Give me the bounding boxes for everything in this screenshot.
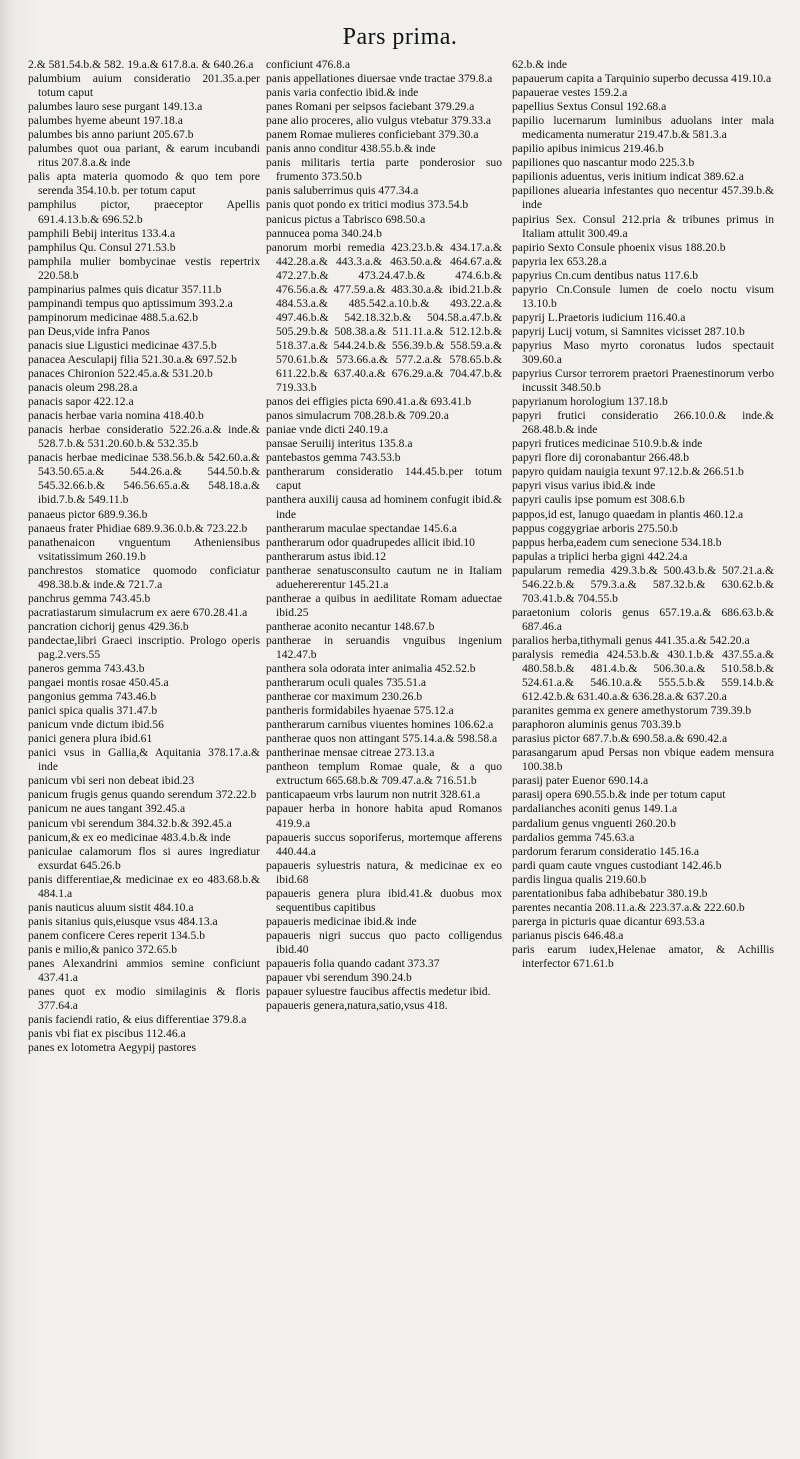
index-entry: papauerae vestes 159.2.a — [512, 86, 628, 100]
index-entry: parentationibus faba adhibebatur 380.19.b — [512, 886, 708, 900]
index-entry: panici genera plura ibid.61 — [28, 732, 153, 746]
index-entry: papularum remedia 429.3.b.& 500.43.b.& 507.21.a.& 546.22.b.& 579.3.a.& 587.32.b.& 630.62.b.& 703.41.b.& 704.55.b — [512, 563, 774, 605]
index-entry: pacratiastarum simulacrum ex aere 670.28.41.a — [28, 605, 248, 619]
index-entry: papaueris folia quando cadant 373.37 — [266, 957, 440, 970]
index-entry: panthera auxilij causa ad hominem confugit ibid.& inde — [266, 493, 502, 521]
index-entry: papilionis aduentus, veris initium indicat 389.62.a — [512, 170, 744, 184]
index-entry: papiliones quo nascantur modo 225.3.b — [512, 156, 695, 170]
index-entry: parasij opera 690.55.b.& inde per totum caput — [512, 788, 726, 802]
index-entry: panis faciendi ratio, & eius differentiae 379.8.a — [28, 1013, 247, 1027]
index-entry: pantheon templum Romae quale, & a quo extructum 665.68.b.& 709.47.a.& 716.51.b — [266, 760, 502, 788]
index-entry: pappos,id est, lanugo quaedam in plantis 460.12.a — [512, 507, 744, 521]
index-entry: papyrius Cursor terrorem praetori Praenestinorum verbo incussit 348.50.b — [512, 367, 774, 395]
index-entry: pangonius gemma 743.46.b — [28, 690, 157, 704]
index-entry: panis anno conditur 438.55.b.& inde — [266, 142, 436, 156]
index-entry: pancration cichorij genus 429.36.b — [28, 619, 189, 633]
index-entry: panis varia confectio ibid.& inde — [266, 86, 419, 100]
index-entry: panos dei effigies picta 690.41.a.& 693.41.b — [266, 395, 472, 409]
index-entry: papirio Sexto Consule phoenix visus 188.20.b — [512, 240, 726, 254]
index-entry: panicum frugis genus quando serendum 372.22.b — [28, 788, 257, 802]
index-entry: pantherae aconito necantur 148.67.b — [266, 619, 435, 633]
index-entry: papilio apibus inimicus 219.46.b — [512, 142, 664, 156]
index-entry: paralios herba,tithymali genus 441.35.a.& 542.20.a — [512, 633, 750, 647]
index-entry: 62.b.& inde — [512, 58, 568, 71]
index-entry: panticapaeum vrbs laurum non nutrit 328.61.a — [266, 788, 481, 802]
index-entry: paneros gemma 743.43.b — [28, 662, 145, 676]
index-entry: papyri visus varius ibid.& inde — [512, 479, 656, 493]
index-entry: panicum vnde dictum ibid.56 — [28, 718, 164, 732]
index-entry: papyri frutices medicinae 510.9.b.& inde — [512, 437, 703, 451]
index-entry: panicum ne aues tangant 392.45.a — [28, 802, 186, 816]
index-entry: pamphilus Qu. Consul 271.53.b — [28, 240, 176, 254]
index-entry: paniae vnde dicti 240.19.a — [266, 423, 389, 437]
index-entry: pantherae a quibus in aedilitate Romam aduectae ibid.25 — [266, 591, 502, 619]
index-entry: pantebastos gemma 743.53.b — [266, 451, 401, 465]
index-entry: panchrus gemma 743.45.b — [28, 591, 151, 605]
index-entry: papauerum capita a Tarquinio superbo decussa 419.10.a — [512, 72, 772, 86]
index-entry: panici vsus in Gallia,& Aquitania 378.17.a.& inde — [28, 746, 260, 774]
index-entry: pane alio proceres, alio vulgus vtebatur 379.33.a — [266, 114, 492, 128]
index-entry: paralysis remedia 424.53.b.& 430.1.b.& 437.55.a.& 480.58.b.& 481.4.b.& 506.30.a.& 510.58.b.& 524.61.a.& 546.10.a.& 555.5.b.& 559.14.b.& 612.42.b.& 631.40.a.& 636.28.a.& 637.20.a — [512, 647, 774, 704]
index-entry: panis e milio,& panico 372.65.b — [28, 942, 178, 956]
index-entry: pantherarum odor quadrupedes allicit ibid.10 — [266, 535, 475, 549]
index-entry: panaces Chironion 522.45.a.& 531.20.b — [28, 367, 213, 381]
index-entry: pardalium genus vnguenti 260.20.b — [512, 816, 676, 830]
index-entry: panos simulacrum 708.28.b.& 709.20.a — [266, 409, 449, 423]
index-entry: panacis oleum 298.28.a — [28, 381, 138, 395]
index-entry: papyri flore dij coronabantur 266.48.b — [512, 451, 690, 465]
index-entry: papyrius Maso myrto coronatus ludos spectauit 309.60.a — [512, 338, 774, 366]
index-entry: panes ex lotometra Aegypij pastores — [28, 1041, 197, 1055]
index-entry: pangaei montis rosae 450.45.a — [28, 676, 169, 690]
index-entry: pantherae quos non attingant 575.14.a.& 598.58.a — [266, 732, 498, 746]
index-entry: pappus coggygriae arboris 275.50.b — [512, 521, 678, 535]
index-entry: panchrestos stomatice quomodo conficiatur 498.38.b.& inde.& 721.7.a — [28, 563, 260, 591]
index-entry: panicum vbi serendum 384.32.b.& 392.45.a — [28, 816, 232, 830]
index-entry: palumbes bis anno pariunt 205.67.b — [28, 128, 194, 142]
index-entry: papaueris genera plura ibid.41.& duobus mox sequentibus capitibus — [266, 886, 502, 914]
index-entry: panicum vbi seri non debeat ibid.23 — [28, 774, 195, 788]
index-entry: panici spica qualis 371.47.b — [28, 704, 158, 718]
index-entry: pannucea poma 340.24.b — [266, 226, 382, 240]
index-entry: papyri caulis ipse pomum est 308.6.b — [512, 493, 685, 507]
index-entry: panis differentiae,& medicinae ex eo 483.68.b.& 484.1.a — [28, 872, 260, 900]
index-entry: papyrius Cn.cum dentibus natus 117.6.b — [512, 268, 699, 282]
index-entry: panthera sola odorata inter animalia 452.52.b — [266, 662, 476, 676]
index-entry: papyrij L.Praetoris iudicium 116.40.a — [512, 310, 686, 324]
index-entry: palis apta materia quomodo & quo tem pore serenda 354.10.b. per totum caput — [28, 170, 260, 198]
index-entry: pamphilus pictor, praeceptor Apellis 691.4.13.b.& 696.52.b — [28, 198, 260, 226]
index-entry: papaueris medicinae ibid.& inde — [266, 914, 417, 928]
index-entry: panicus pictus a Tabrisco 698.50.a — [266, 212, 426, 226]
index-entry: pardis lingua qualis 219.60.b — [512, 872, 647, 886]
index-entry: palumbes quot oua pariant, & earum incubandi ritus 207.8.a.& inde — [28, 142, 260, 170]
index-entry: parianus piscis 646.48.a — [512, 928, 624, 942]
index-entry: paranites gemma ex genere amethystorum 739.39.b — [512, 704, 752, 718]
index-entry: papyro quidam nauigia texunt 97.12.b.& 266.51.b — [512, 465, 744, 479]
index-entry: panacea Aesculapij filia 521.30.a.& 697.52.b — [28, 352, 237, 366]
index-entry: pardalios gemma 745.63.a — [512, 830, 635, 844]
index-entry: panis nauticus aluum sistit 484.10.a — [28, 900, 194, 914]
index-entry: pantherae cor maximum 230.26.b — [266, 690, 423, 704]
index-entry: parasij pater Euenor 690.14.a — [512, 774, 649, 788]
index-entry: 2.& 581.54.b.& 582. 19.a.& 617.8.a. & 640.26.a — [28, 58, 254, 71]
index-entry: panacis herbae varia nomina 418.40.b — [28, 409, 204, 423]
index-entry: panes Romani per seipsos faciebant 379.29.a — [266, 100, 475, 114]
index-entry: conficiunt 476.8.a — [266, 58, 351, 71]
index-entry: papaueris nigri succus quo pacto colligendus ibid.40 — [266, 928, 502, 956]
index-entry: panacis siue Ligustici medicinae 437.5.b — [28, 338, 217, 352]
index-column-1 — [28, 58, 260, 1055]
index-entry: pantherarum astus ibid.12 — [266, 549, 387, 563]
index-column-3 — [512, 58, 774, 971]
index-entry: panis militaris tertia parte ponderosior suo frumento 373.50.b — [266, 156, 502, 184]
index-entry: panathenaicon vnguentum Atheniensibus vsitatissimum 260.19.b — [28, 535, 260, 563]
index-entry: palumbium auium consideratio 201.35.a.per totum caput — [28, 72, 260, 100]
index-entry: pamphili Bebij interitus 133.4.a — [28, 226, 176, 240]
index-entry: pansae Seruilij interitus 135.8.a — [266, 437, 413, 451]
index-entry: pampinandi tempus quo aptissimum 393.2.a — [28, 296, 233, 310]
index-entry: paraphoron aluminis genus 703.39.b — [512, 718, 682, 732]
index-entry: parerga in picturis quae dicantur 693.53.a — [512, 914, 705, 928]
index-entry: papaueris succus soporiferus, mortemque afferens 440.44.a — [266, 830, 502, 858]
index-entry: panaeus pictor 689.9.36.b — [28, 507, 148, 521]
index-entry: pappus herba,eadem cum senecione 534.18.b — [512, 535, 722, 549]
index-entry: pan Deus,vide infra Panos — [28, 324, 150, 338]
running-header: Pars prima. — [342, 24, 458, 50]
index-entry: panis appellationes diuersae vnde tractae 379.8.a — [266, 72, 493, 86]
index-entry: pantheris formidabiles hyaenae 575.12.a — [266, 704, 454, 718]
index-entry: panis quot pondo ex tritici modius 373.54.b — [266, 198, 469, 212]
index-entry: papellius Sextus Consul 192.68.a — [512, 100, 667, 114]
index-entry: papyrio Cn.Consule lumen de coelo noctu visum 13.10.b — [512, 282, 774, 310]
index-entry: pampinarius palmes quis dicatur 357.11.b — [28, 282, 222, 296]
index-entry: papauer vbi serendum 390.24.b — [266, 971, 412, 985]
index-entry: pantherae in seruandis vnguibus ingenium 142.47.b — [266, 633, 502, 661]
index-entry: panis saluberrimus quis 477.34.a — [266, 184, 419, 198]
index-entry: papaueris syluestris natura, & medicinae ex eo ibid.68 — [266, 858, 502, 886]
index-entry: pantherae senatusconsulto cautum ne in Italiam aduehererentur 145.21.a — [266, 563, 502, 591]
index-entry: pardorum ferarum consideratio 145.16.a — [512, 844, 700, 858]
index-entry: papirius Sex. Consul 212.pria & tribunes primus in Italiam attulit 300.49.a — [512, 212, 774, 240]
index-entry: paniculae calamorum flos si aures ingrediatur exsurdat 645.26.b — [28, 844, 260, 872]
index-entry: pantherarum maculae spectandae 145.6.a — [266, 521, 457, 535]
index-entry: panacis sapor 422.12.a — [28, 395, 134, 409]
index-entry: palumbes hyeme abeunt 197.18.a — [28, 114, 183, 128]
index-entry: papauer herba in honore habita apud Romanos 419.9.a — [266, 802, 502, 830]
index-entry: parentes necantia 208.11.a.& 223.37.a.& 222.60.b — [512, 900, 745, 914]
index-entry: papaueris genera,natura,satio,vsus 418. — [266, 999, 448, 1013]
index-entry: parasius pictor 687.7.b.& 690.58.a.& 690.42.a — [512, 732, 728, 746]
index-entry: papyri frutici consideratio 266.10.0.& inde.& 268.48.b.& inde — [512, 409, 774, 437]
index-entry: papyrianum horologium 137.18.b — [512, 395, 668, 409]
index-entry: papilio lucernarum luminibus aduolans inter mala medicamenta numeratur 219.47.b.& 581.3.a — [512, 114, 774, 142]
index-entry: pampinorum medicinae 488.5.a.62.b — [28, 310, 199, 324]
index-entry: pantherarum oculi quales 735.51.a — [266, 676, 427, 690]
index-entry: panem Romae mulieres conficiebant 379.30.a — [266, 128, 479, 142]
index-entry: pardalianches aconiti genus 149.1.a — [512, 802, 678, 816]
index-entry: papulas a triplici herba gigni 442.24.a — [512, 549, 688, 563]
index-entry: panacis herbae consideratio 522.26.a.& inde.& 528.7.b.& 531.20.60.b.& 532.35.b — [28, 423, 260, 451]
index-entry: panem conficere Ceres reperit 134.5.b — [28, 928, 206, 942]
index-entry: parasangarum apud Persas non vbique eadem mensura 100.38.b — [512, 746, 774, 774]
index-entry: pantherarum consideratio 144.45.b.per totum caput — [266, 465, 502, 493]
index-entry: pantherarum carnibus viuentes homines 106.62.a — [266, 718, 494, 732]
index-entry: panis sitanius quis,eiusque vsus 484.13.a — [28, 914, 218, 928]
index-entry: panaeus frater Phidiae 689.9.36.0.b.& 723.22.b — [28, 521, 248, 535]
index-column-2 — [266, 58, 502, 1013]
index-entry: papyrij Lucij votum, si Samnites vicisset 287.10.b — [512, 324, 745, 338]
index-entry: papauer syluestre faucibus affectis medetur ibid. — [266, 985, 491, 999]
index-entry: pamphila mulier bombycinae vestis repertrix 220.58.b — [28, 254, 260, 282]
index-entry: pardi quam caute vngues custodiant 142.46.b — [512, 858, 722, 872]
index-entry: paraetonium coloris genus 657.19.a.& 686.63.b.& 687.46.a — [512, 605, 774, 633]
index-entry: papyria lex 653.28.a — [512, 254, 607, 268]
index-entry: pantherinae mensae citreae 273.13.a — [266, 746, 435, 760]
index-entry: panis vbi fiat ex piscibus 112.46.a — [28, 1027, 186, 1041]
index-entry: paris earum iudex,Helenae amator, & Achillis interfector 671.61.b — [512, 942, 774, 970]
index-entry: panes Alexandrini ammios semine conficiunt 437.41.a — [28, 957, 260, 985]
index-entry: panes quot ex modio similaginis & floris 377.64.a — [28, 985, 260, 1013]
index-entry: pandectae,libri Graeci inscriptio. Prologo operis pag.2.vers.55 — [28, 633, 260, 661]
index-entry: panacis herbae medicinae 538.56.b.& 542.60.a.& 543.50.65.a.& 544.26.a.& 544.50.b.& 545.32.66.b.& 546.56.65.a.& 548.18.a.& ibid.7.b.& 549.11.b — [28, 451, 260, 507]
index-entry: panorum morbi remedia 423.23.b.& 434.17.a.& 442.28.a.& 443.3.a.& 463.50.a.& 464.67.a.& 472.27.b.& 473.24.47.b.& 474.6.b.& 476.56.a.& 477.59.a.& 483.30.a.& ibid.21.b.& 484.53.a.& 485.542.a.10.b.& 493.22.a.& 497.46.b.& 542.18.32.b.& 504.58.a.47.b.& 505.29.b.& 508.38.a.& 511.11.a.& 512.12.b.& 518.37.a.& 544.24.b.& 556.39.b.& 558.59.a.& 570.61.b.& 573.66.a.& 577.2.a.& 578.65.b.& 611.22.b.& 637.40.a.& 676.29.a.& 704.47.b.& 719.33.b — [266, 240, 502, 395]
index-entry: palumbes lauro sese purgant 149.13.a — [28, 100, 203, 114]
index-entry: papiliones aluearia infestantes quo necentur 457.39.b.& inde — [512, 184, 774, 212]
index-entry: panicum,& ex eo medicinae 483.4.b.& inde — [28, 830, 231, 844]
